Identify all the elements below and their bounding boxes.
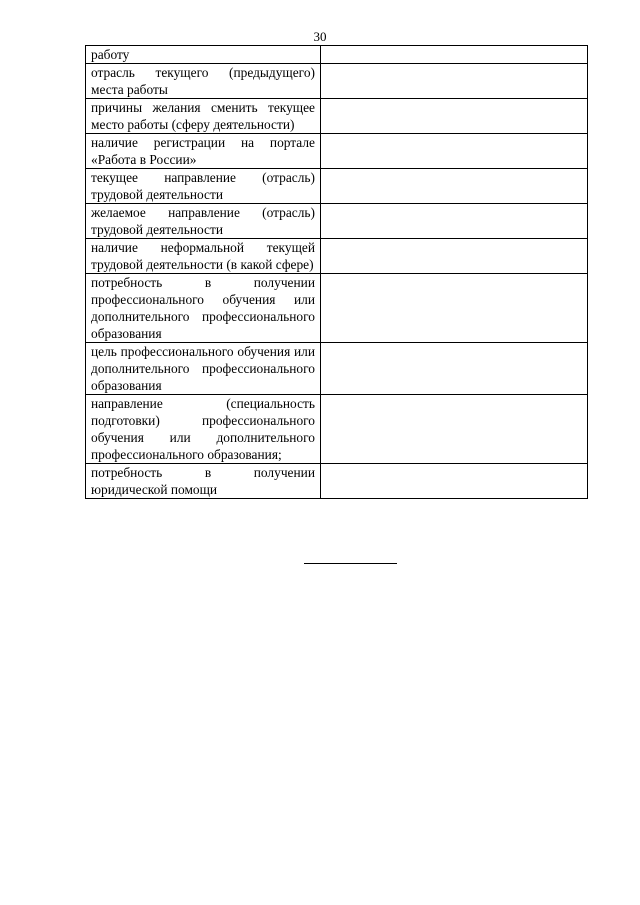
table-row	[86, 343, 588, 395]
row-value	[321, 204, 588, 239]
row-label: работу	[86, 46, 321, 64]
questionnaire-table	[85, 45, 588, 499]
row-value	[321, 134, 588, 169]
table-row	[86, 134, 588, 169]
row-value	[321, 464, 588, 499]
footnote-separator-line	[304, 563, 397, 564]
row-value	[321, 99, 588, 134]
table-row	[86, 64, 588, 99]
row-value	[321, 169, 588, 204]
table-row	[86, 99, 588, 134]
page-number: 30	[313, 29, 327, 44]
table-row	[86, 464, 588, 499]
table-row	[86, 274, 588, 343]
table-row	[86, 46, 588, 64]
row-label: потребность в получении юридической помощи	[86, 464, 321, 499]
table-row	[86, 204, 588, 239]
row-label: текущее направление (отрасль) трудовой деятельности	[86, 169, 321, 204]
table-row	[86, 169, 588, 204]
table-row	[86, 395, 588, 464]
row-value	[321, 46, 588, 64]
row-label: направление (специальность подготовки) профессионального обучения или дополнительного профессионального образования;	[86, 395, 321, 464]
row-value	[321, 395, 588, 464]
row-value	[321, 239, 588, 274]
row-value	[321, 274, 588, 343]
row-label: причины желания сменить текущее место работы (сферу деятельности)	[86, 99, 321, 134]
row-label: потребность в получении профессионального обучения или дополнительного профессионального образования	[86, 274, 321, 343]
row-label: наличие регистрации на портале «Работа в России»	[86, 134, 321, 169]
row-label: желаемое направление (отрасль) трудовой деятельности	[86, 204, 321, 239]
row-label: отрасль текущего (предыдущего) места работы	[86, 64, 321, 99]
row-value	[321, 64, 588, 99]
table-row	[86, 239, 588, 274]
row-value	[321, 343, 588, 395]
row-label: цель профессионального обучения или дополнительного профессионального образования	[86, 343, 321, 395]
row-label: наличие неформальной текущей трудовой деятельности (в какой сфере)	[86, 239, 321, 274]
